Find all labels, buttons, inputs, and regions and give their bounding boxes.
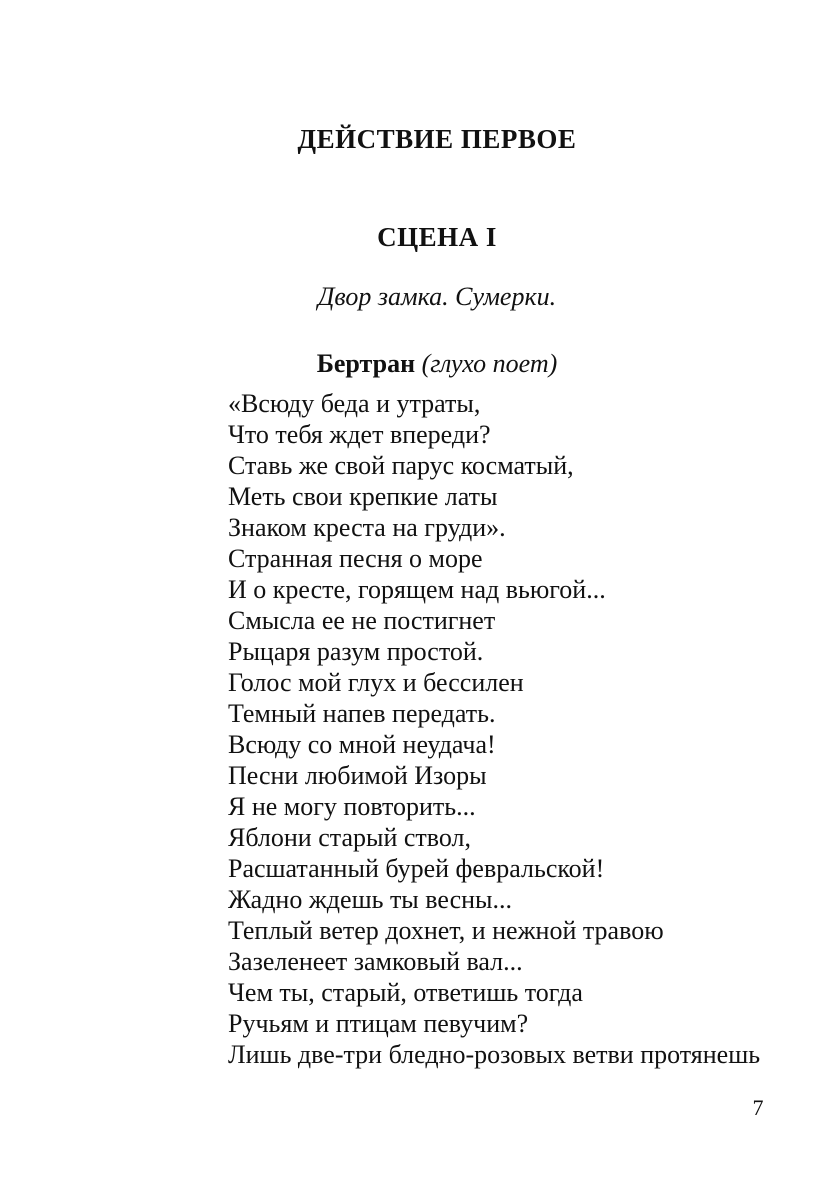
scene-title: СЦЕНА I [377, 222, 497, 252]
verse-line: «Всюду беда и утраты, [228, 389, 481, 418]
verse-line: Темный напев передать. [228, 699, 496, 728]
verse-block [228, 388, 760, 1070]
stage-direction: Двор замка. Сумерки. [317, 282, 557, 311]
verse-line: Расшатанный бурей февральской! [228, 854, 605, 883]
verse-line: Зазеленеет замковый вал... [228, 947, 523, 976]
verse-line: Жадно ждешь ты весны... [228, 885, 513, 914]
verse-line: Лишь две-три бледно-розовых ветви протянешь [228, 1040, 761, 1069]
speaker-direction: (глухо поет) [421, 349, 558, 378]
act-title: ДЕЙСТВИЕ ПЕРВОЕ [297, 124, 577, 154]
verse-line: Теплый ветер дохнет, и нежной травою [228, 916, 664, 945]
verse-line: И о кресте, горящем над вьюгой... [228, 575, 606, 604]
verse-line: Я не могу повторить... [228, 792, 476, 821]
verse-line: Странная песня о море [228, 544, 483, 573]
page-number: 7 [752, 1095, 764, 1120]
verse-line: Чем ты, старый, ответишь тогда [228, 978, 583, 1007]
verse-line: Меть свои крепкие латы [228, 482, 498, 511]
speaker-heading [0, 349, 840, 379]
verse-line: Песни любимой Изоры [228, 761, 487, 790]
verse-line: Всюду со мной неудача! [228, 730, 496, 759]
verse-line: Что тебя ждет впереди? [228, 420, 491, 449]
verse-line: Рыцаря разум простой. [228, 637, 484, 666]
speaker-name: Бертран [316, 349, 416, 378]
verse-line: Смысла ее не постигнет [228, 606, 496, 635]
verse-line: Ручьям и птицам певучим? [228, 1009, 529, 1038]
verse-line: Знаком креста на груди». [228, 513, 506, 542]
verse-line: Голос мой глух и бессилен [228, 668, 524, 697]
verse-line: Яблони старый ствол, [228, 823, 472, 852]
verse-line: Ставь же свой парус косматый, [228, 451, 574, 480]
